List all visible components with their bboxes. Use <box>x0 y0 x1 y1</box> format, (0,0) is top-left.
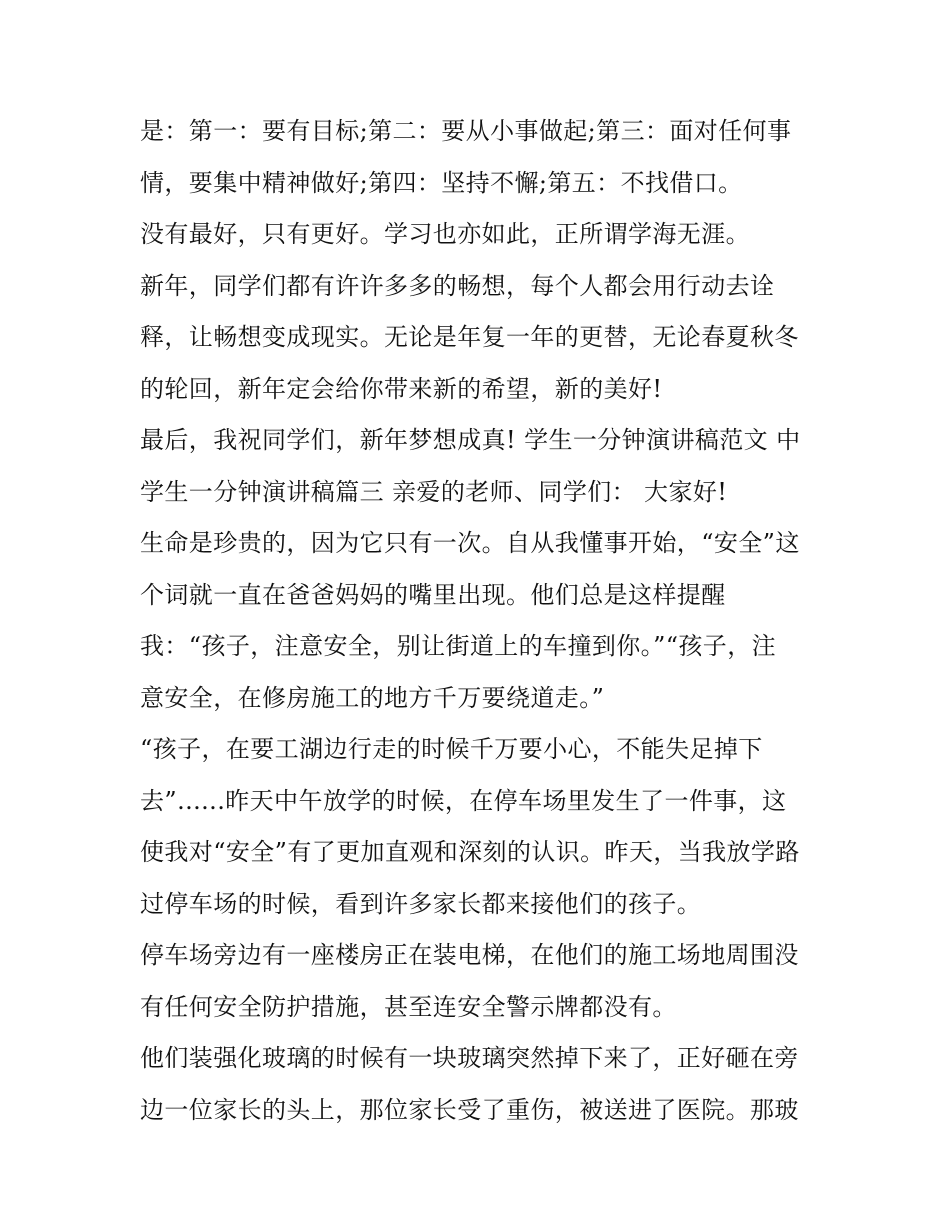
text-line-5: 释，让畅想变成现实。无论是年复一年的更替，无论春夏秋冬 <box>140 323 799 351</box>
body-text <box>140 106 840 1136</box>
text-line-10: 个词就一直在爸爸妈妈的嘴里出现。他们总是这样提醒 <box>140 580 726 609</box>
text-line-18: 有任何安全防护措施，甚至连安全警示牌都没有。 <box>140 992 677 1021</box>
text-line-16: 过停车场的时候，看到许多家长都来接他们的孩子。 <box>140 889 702 918</box>
text-line-4: 新年，同学们都有许许多多的畅想，每个人都会用行动去诠 <box>140 271 775 300</box>
text-line-17: 停车场旁边有一座楼房正在装电梯，在他们的施工场地周围没 <box>140 941 799 969</box>
text-line-20: 边一位家长的头上，那位家长受了重伤，被送进了医院。那玻 <box>140 1095 799 1124</box>
text-line-11: 我：“孩子，注意安全，别让街道上的车撞到你。”“孩子，注 <box>140 632 777 660</box>
text-line-9: 生命是珍贵的，因为它只有一次。自从我懂事开始，“安全”这 <box>140 529 800 557</box>
text-line-13: “孩子，在要工湖边行走的时候千万要小心，不能失足掉下 <box>140 735 763 763</box>
text-line-1: 是：第一：要有目标;第二：要从小事做起;第三：面对任何事 <box>140 117 792 145</box>
text-line-12: 意安全，在修房施工的地方千万要绕道走。” <box>140 683 605 712</box>
text-line-2: 情，要集中精神做好;第四：坚持不懈;第五：不找借口。 <box>140 168 743 197</box>
text-line-14: 去”......昨天中午放学的时候，在停车场里发生了一件事，这 <box>140 786 787 815</box>
text-line-19: 他们装强化玻璃的时候有一块玻璃突然掉下来了，正好砸在旁 <box>140 1044 799 1072</box>
text-line-15: 使我对“安全”有了更加直观和深刻的认识。昨天，当我放学路 <box>140 838 800 866</box>
text-line-8: 学生一分钟演讲稿篇三 亲爱的老师、同学们： 大家好! <box>140 477 728 506</box>
text-line-3: 没有最好，只有更好。学习也亦如此，正所谓学海无涯。 <box>140 220 750 248</box>
text-line-6: 的轮回，新年定会给你带来新的希望，新的美好! <box>140 374 663 403</box>
text-line-7: 最后，我祝同学们，新年梦想成真! 学生一分钟演讲稿范文 中 <box>140 426 801 454</box>
